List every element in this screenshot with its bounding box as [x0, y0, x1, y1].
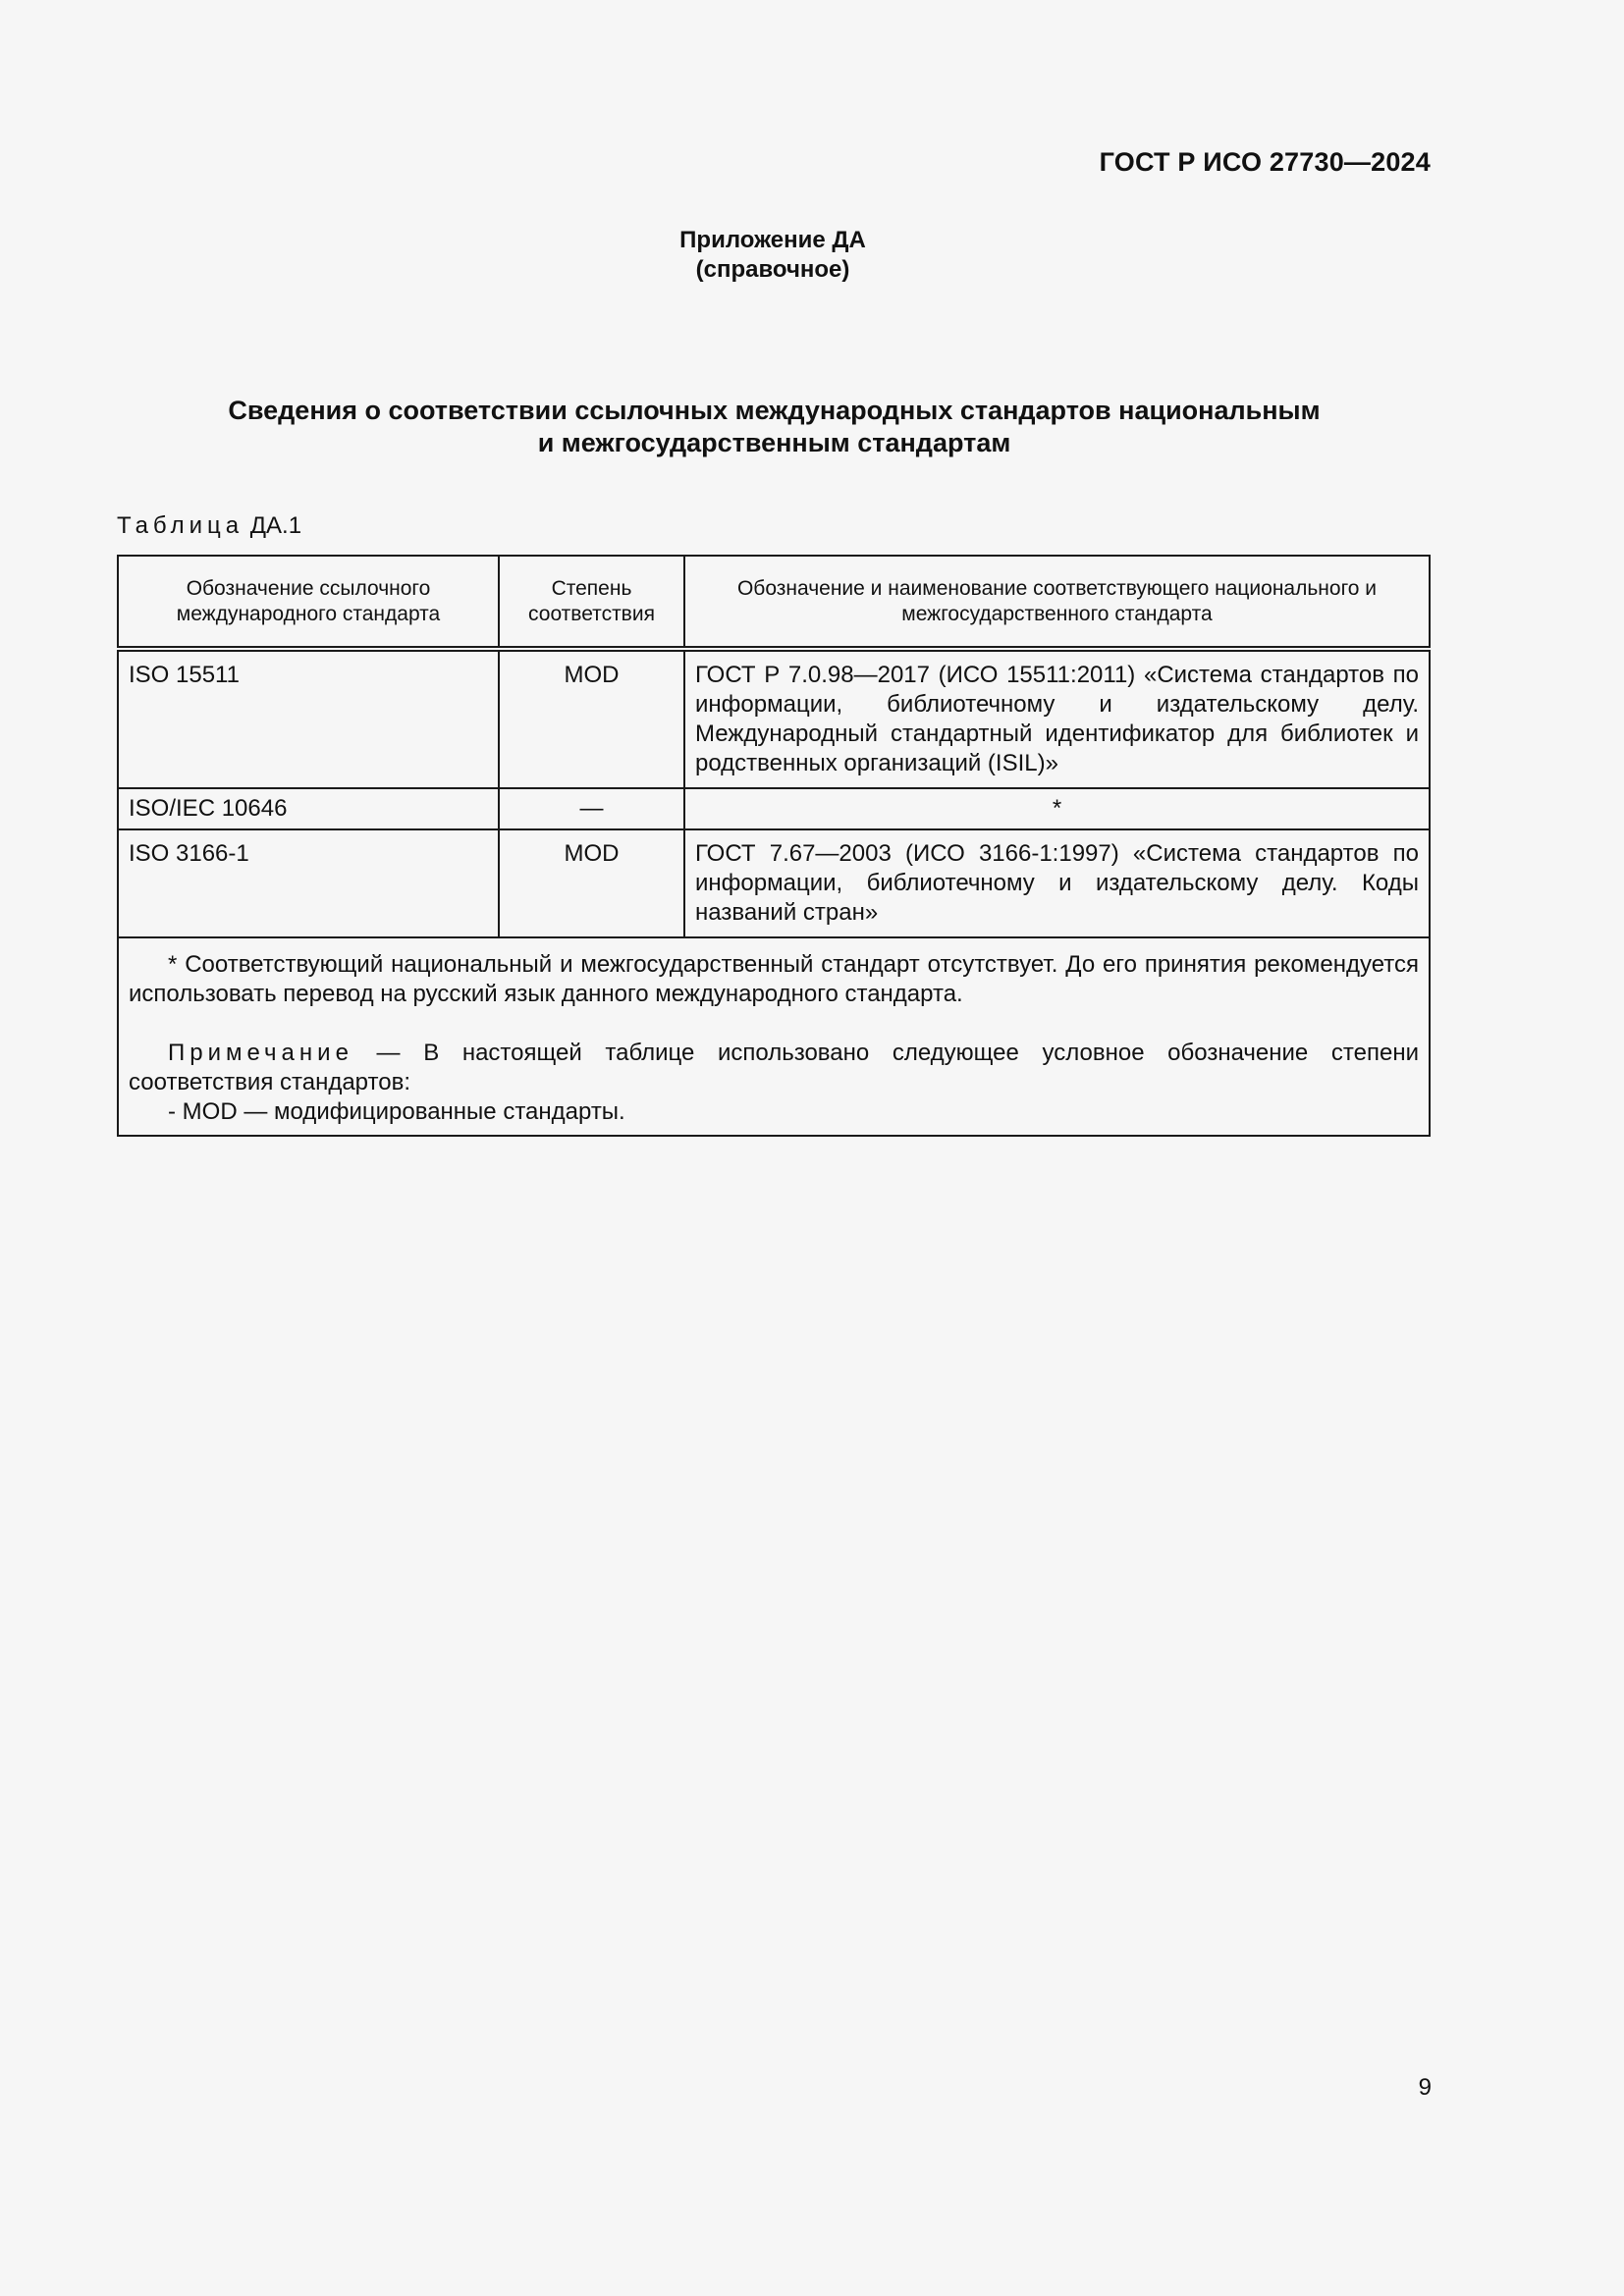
- section-title-line-2: и межгосударственным стандартам: [537, 428, 1011, 457]
- table-caption-id: ДА.1: [249, 512, 302, 539]
- section-title-line-1: Сведения о соответствии ссылочных международных стандартов национальным: [228, 396, 1321, 425]
- table-caption-word: Таблица: [117, 512, 244, 539]
- note-text: — В настоящей таблице использовано следующее условное обозначение степени соответствия стандартов:: [129, 1040, 1419, 1095]
- table-caption: [117, 512, 301, 540]
- header-international-standard: Обозначение ссылочного международного стандарта: [118, 556, 499, 649]
- table-row: [118, 649, 1430, 788]
- table-footer-cell: [118, 937, 1430, 1136]
- cell-degree: MOD: [499, 829, 684, 937]
- cell-national-standard: ГОСТ 7.67—2003 (ИСО 3166-1:1997) «Система стандартов по информации, библиотечному и издательскому делу. Коды названий стран»: [684, 829, 1430, 937]
- cell-national-standard: *: [684, 788, 1430, 829]
- cell-international-designation: ISO 3166-1: [118, 829, 499, 937]
- header-national-standard: Обозначение и наименование соответствующего национального и межгосударственного стандарта: [684, 556, 1430, 649]
- table-header-row: [118, 556, 1430, 649]
- correspondence-table: [117, 555, 1431, 1137]
- cell-national-standard: ГОСТ Р 7.0.98—2017 (ИСО 15511:2011) «Система стандартов по информации, библиотечному и издательскому делу. Международный стандартный идентификатор для библиотек и родственных организаций (ISIL)»: [684, 649, 1430, 788]
- note-item: - MOD — модифицированные стандарты.: [168, 1098, 625, 1125]
- footnote: * Соответствующий национальный и межгосударственный стандарт отсутствует. До его принятия рекомендуется использовать перевод на русский язык данного международного стандарта.: [129, 951, 1419, 1007]
- cell-international-designation: ISO 15511: [118, 649, 499, 788]
- appendix-title: Приложение ДА: [679, 227, 866, 253]
- table-footer-row: [118, 937, 1430, 1136]
- note: [129, 1039, 1419, 1097]
- cell-degree: MOD: [499, 649, 684, 788]
- cell-international-designation: ISO/IEC 10646: [118, 788, 499, 829]
- header-degree-of-correspondence: Степень соответствия: [499, 556, 684, 649]
- appendix-subtitle: (справочное): [695, 256, 850, 283]
- appendix-heading: [0, 226, 1545, 285]
- section-title: [118, 395, 1431, 459]
- page-number: 9: [1418, 2074, 1432, 2101]
- table-row: [118, 788, 1430, 829]
- cell-degree: —: [499, 788, 684, 829]
- note-label: Примечание: [168, 1040, 353, 1066]
- table-row: [118, 829, 1430, 937]
- document-code: ГОСТ Р ИСО 27730—2024: [1099, 147, 1431, 177]
